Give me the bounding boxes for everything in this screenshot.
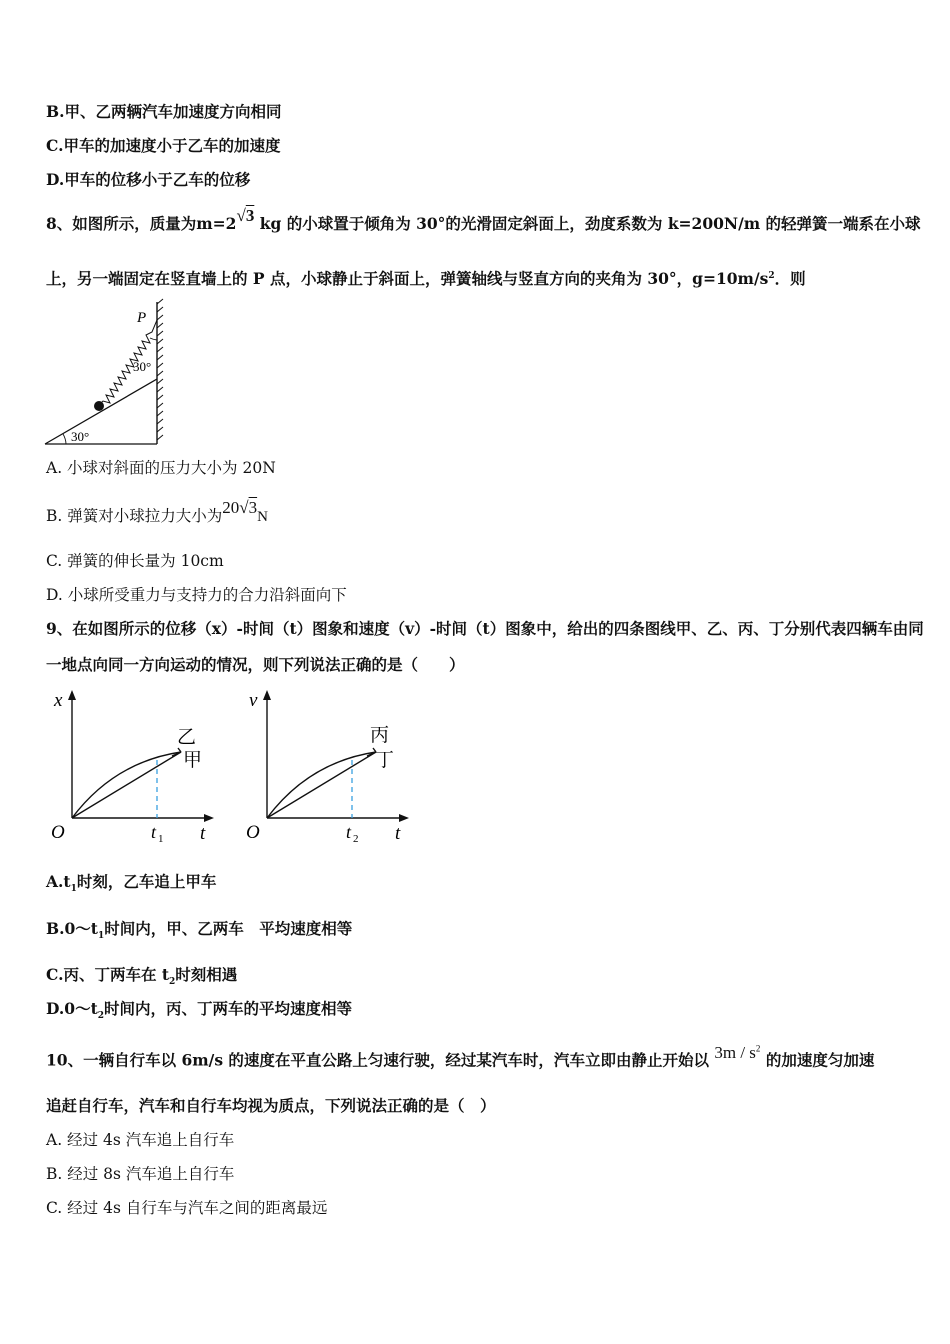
axis-t-label: t [395,823,401,844]
q10-stem-line2: 追赶自行车，汽车和自行车均视为质点，下列说法正确的是（ ） [46,1096,496,1115]
wall-hatching [157,299,163,440]
q8-stem-rest: 的小球置于倾角为 30°的光滑固定斜面上，劲度系数为 k=200N/m 的轻弹簧一端系在小球 [286,214,921,233]
label-p: P [137,310,147,326]
q9-option-c: C.丙、丁两车在 $t_2$时刻相遇 [46,965,238,988]
origin-label: O [246,822,260,843]
q8-incline-figure [40,298,180,448]
q8-option-d: D. 小球所受重力与支持力的合力沿斜面向下 [46,586,347,604]
line-ding [267,752,376,818]
ball [94,401,104,411]
q9-vt-graph [241,686,421,846]
label-bing: 丙 [370,725,390,746]
q8-stem-mass: 8、如图所示，质量为m=2 [46,214,237,233]
q9-option-b: $B.0\sim t_1$时间内，甲、乙两车 平均速度相等 [46,919,353,942]
q7-option-b: B.甲、乙两辆汽车加速度方向相同 [46,102,282,121]
q8-option-b: B. 弹簧对小球拉力大小为20√3N [46,498,268,525]
q10-option-b: B. 经过 8s 汽车追上自行车 [46,1165,235,1183]
bottom-angle-arc [63,434,66,444]
axis-v-label: v [249,690,258,711]
q7-option-d: D.甲车的位移小于乙车的位移 [46,170,251,189]
q9-stem-line1: 9、在如图所示的位移（x）-时间（t）图象和速度（v）-时间（t）图象中，给出的四条图线甲、乙、丙、丁分别代表四辆车由同 [46,619,924,638]
label-top-angle: 30° [133,359,152,374]
label-bottom-angle: 30° [71,429,90,444]
q8-stem-line1 [46,206,921,234]
q9-option-a: $A.t_1$时刻，乙车追上甲车 [46,872,217,895]
q10-stem-line1: 10、一辆自行车以 6m/s 的速度在平直公路上匀速行驶，经过某汽车时，汽车立即由静止开始以 $3m / s^2$ 的加速度匀加速 [46,1042,875,1070]
label-yi: 乙 [177,727,197,748]
q10-option-c: C. 经过 4s 自行车与汽车之间的距离最远 [46,1199,328,1217]
origin-label: O [51,822,65,843]
q9-xt-graph [46,686,226,846]
q8-option-a: A. 小球对斜面的压力大小为 20N [46,459,276,477]
label-ding: 丁 [375,750,395,771]
q8-stem-line2: 上，另一端固定在竖直墙上的 P 点，小球静止于斜面上，弹簧轴线与竖直方向的夹角为 30°，$g=10m/s^2$．则 [46,269,806,289]
tick-t2: t [346,822,352,842]
incline-line [45,379,157,444]
q9-stem-line2: 一地点向同一方向运动的情况，则下列说法正确的是（ ） [46,655,465,674]
line-jia [72,752,181,818]
top-angle-arc [150,338,157,340]
axis-x-label: x [54,690,63,711]
label-jia: 甲 [183,750,203,771]
tick-t1: t [151,822,157,842]
q8-unit: kg [259,214,282,233]
q8-option-c: C. 弹簧的伸长量为 10cm [46,552,224,570]
tick-t2-sub: 2 [353,833,359,845]
q10-acceleration: $3m / s^2$ [714,1042,761,1062]
q10-option-a: A. 经过 4s 汽车追上自行车 [46,1131,235,1149]
q8-sqrt: √3 [236,206,255,225]
tick-t1-sub: 1 [158,833,164,845]
axis-t-label: t [200,823,206,844]
q9-option-d: $D.0\sim t_2$时间内，丙、丁两车的平均速度相等 [46,999,353,1022]
q7-option-c: C.甲车的加速度小于乙车的加速度 [46,136,281,155]
